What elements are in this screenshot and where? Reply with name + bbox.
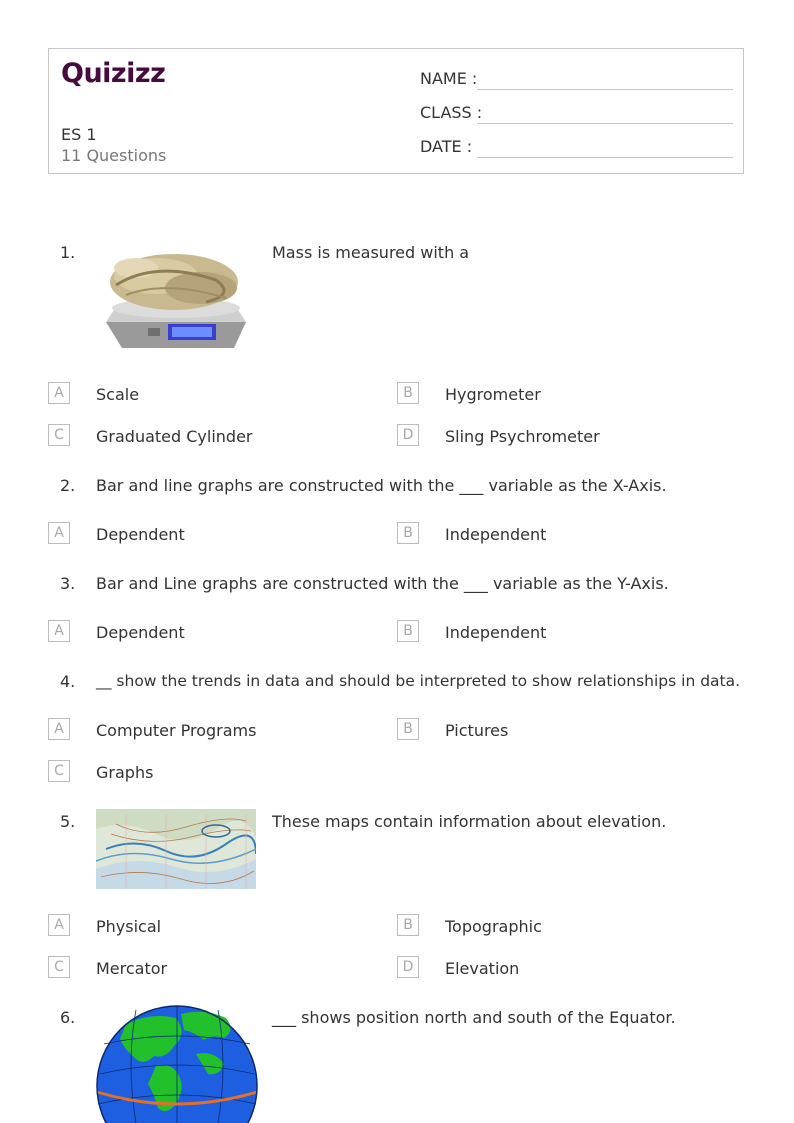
option-text: Mercator <box>96 959 168 978</box>
question-number: 6. <box>60 1008 76 1027</box>
option-text: Physical <box>96 917 162 936</box>
date-label: DATE : <box>420 137 473 156</box>
option-text: Graphs <box>96 763 154 782</box>
question-text: Bar and Line graphs are constructed with the ___ variable as the Y-Axis. <box>96 574 669 593</box>
quiz-title: ES 1 <box>61 125 97 144</box>
option-text: Graduated Cylinder <box>96 427 253 446</box>
question-text: Mass is measured with a <box>272 243 470 262</box>
class-label: CLASS : <box>420 103 483 122</box>
question-number: 5. <box>60 812 76 831</box>
option-text: Elevation <box>445 959 520 978</box>
option-text: Topographic <box>445 917 542 936</box>
question-text: __ show the trends in data and should be interpreted to show relationships in data. <box>96 672 741 690</box>
question-number: 2. <box>60 476 76 495</box>
option-letter: C <box>48 760 70 782</box>
option-letter: B <box>397 522 419 544</box>
option-text: Computer Programs <box>96 721 257 740</box>
option-text: Hygrometer <box>445 385 541 404</box>
option-letter: B <box>397 620 419 642</box>
option-letter: A <box>48 382 70 404</box>
option-letter: A <box>48 718 70 740</box>
globe-image <box>96 1004 258 1123</box>
name-label: NAME : <box>420 69 478 88</box>
option-letter: D <box>397 956 419 978</box>
option-text: Dependent <box>96 623 185 642</box>
question-number: 1. <box>60 243 76 262</box>
topographic-map-image <box>96 809 256 889</box>
option-letter: C <box>48 956 70 978</box>
option-text: Sling Psychrometer <box>445 427 600 446</box>
option-text: Independent <box>445 525 547 544</box>
question-number: 4. <box>60 672 76 691</box>
option-letter: C <box>48 424 70 446</box>
option-text: Pictures <box>445 721 509 740</box>
option-letter: B <box>397 914 419 936</box>
name-line <box>477 89 733 90</box>
snake-on-scale-image <box>96 240 256 356</box>
option-text: Dependent <box>96 525 185 544</box>
quizizz-logo: Quizizz <box>61 58 166 89</box>
option-letter: A <box>48 522 70 544</box>
option-text: Independent <box>445 623 547 642</box>
question-text: Bar and line graphs are constructed with the ___ variable as the X-Axis. <box>96 476 667 495</box>
date-line <box>477 157 733 158</box>
question-text: These maps contain information about elevation. <box>272 812 667 831</box>
class-line <box>477 123 733 124</box>
option-letter: B <box>397 382 419 404</box>
option-text: Scale <box>96 385 140 404</box>
option-letter: A <box>48 914 70 936</box>
question-number: 3. <box>60 574 76 593</box>
question-count: 11 Questions <box>61 146 167 165</box>
question-text: ___ shows position north and south of the Equator. <box>272 1008 676 1027</box>
option-letter: D <box>397 424 419 446</box>
worksheet-header <box>48 48 744 174</box>
option-letter: A <box>48 620 70 642</box>
option-letter: B <box>397 718 419 740</box>
